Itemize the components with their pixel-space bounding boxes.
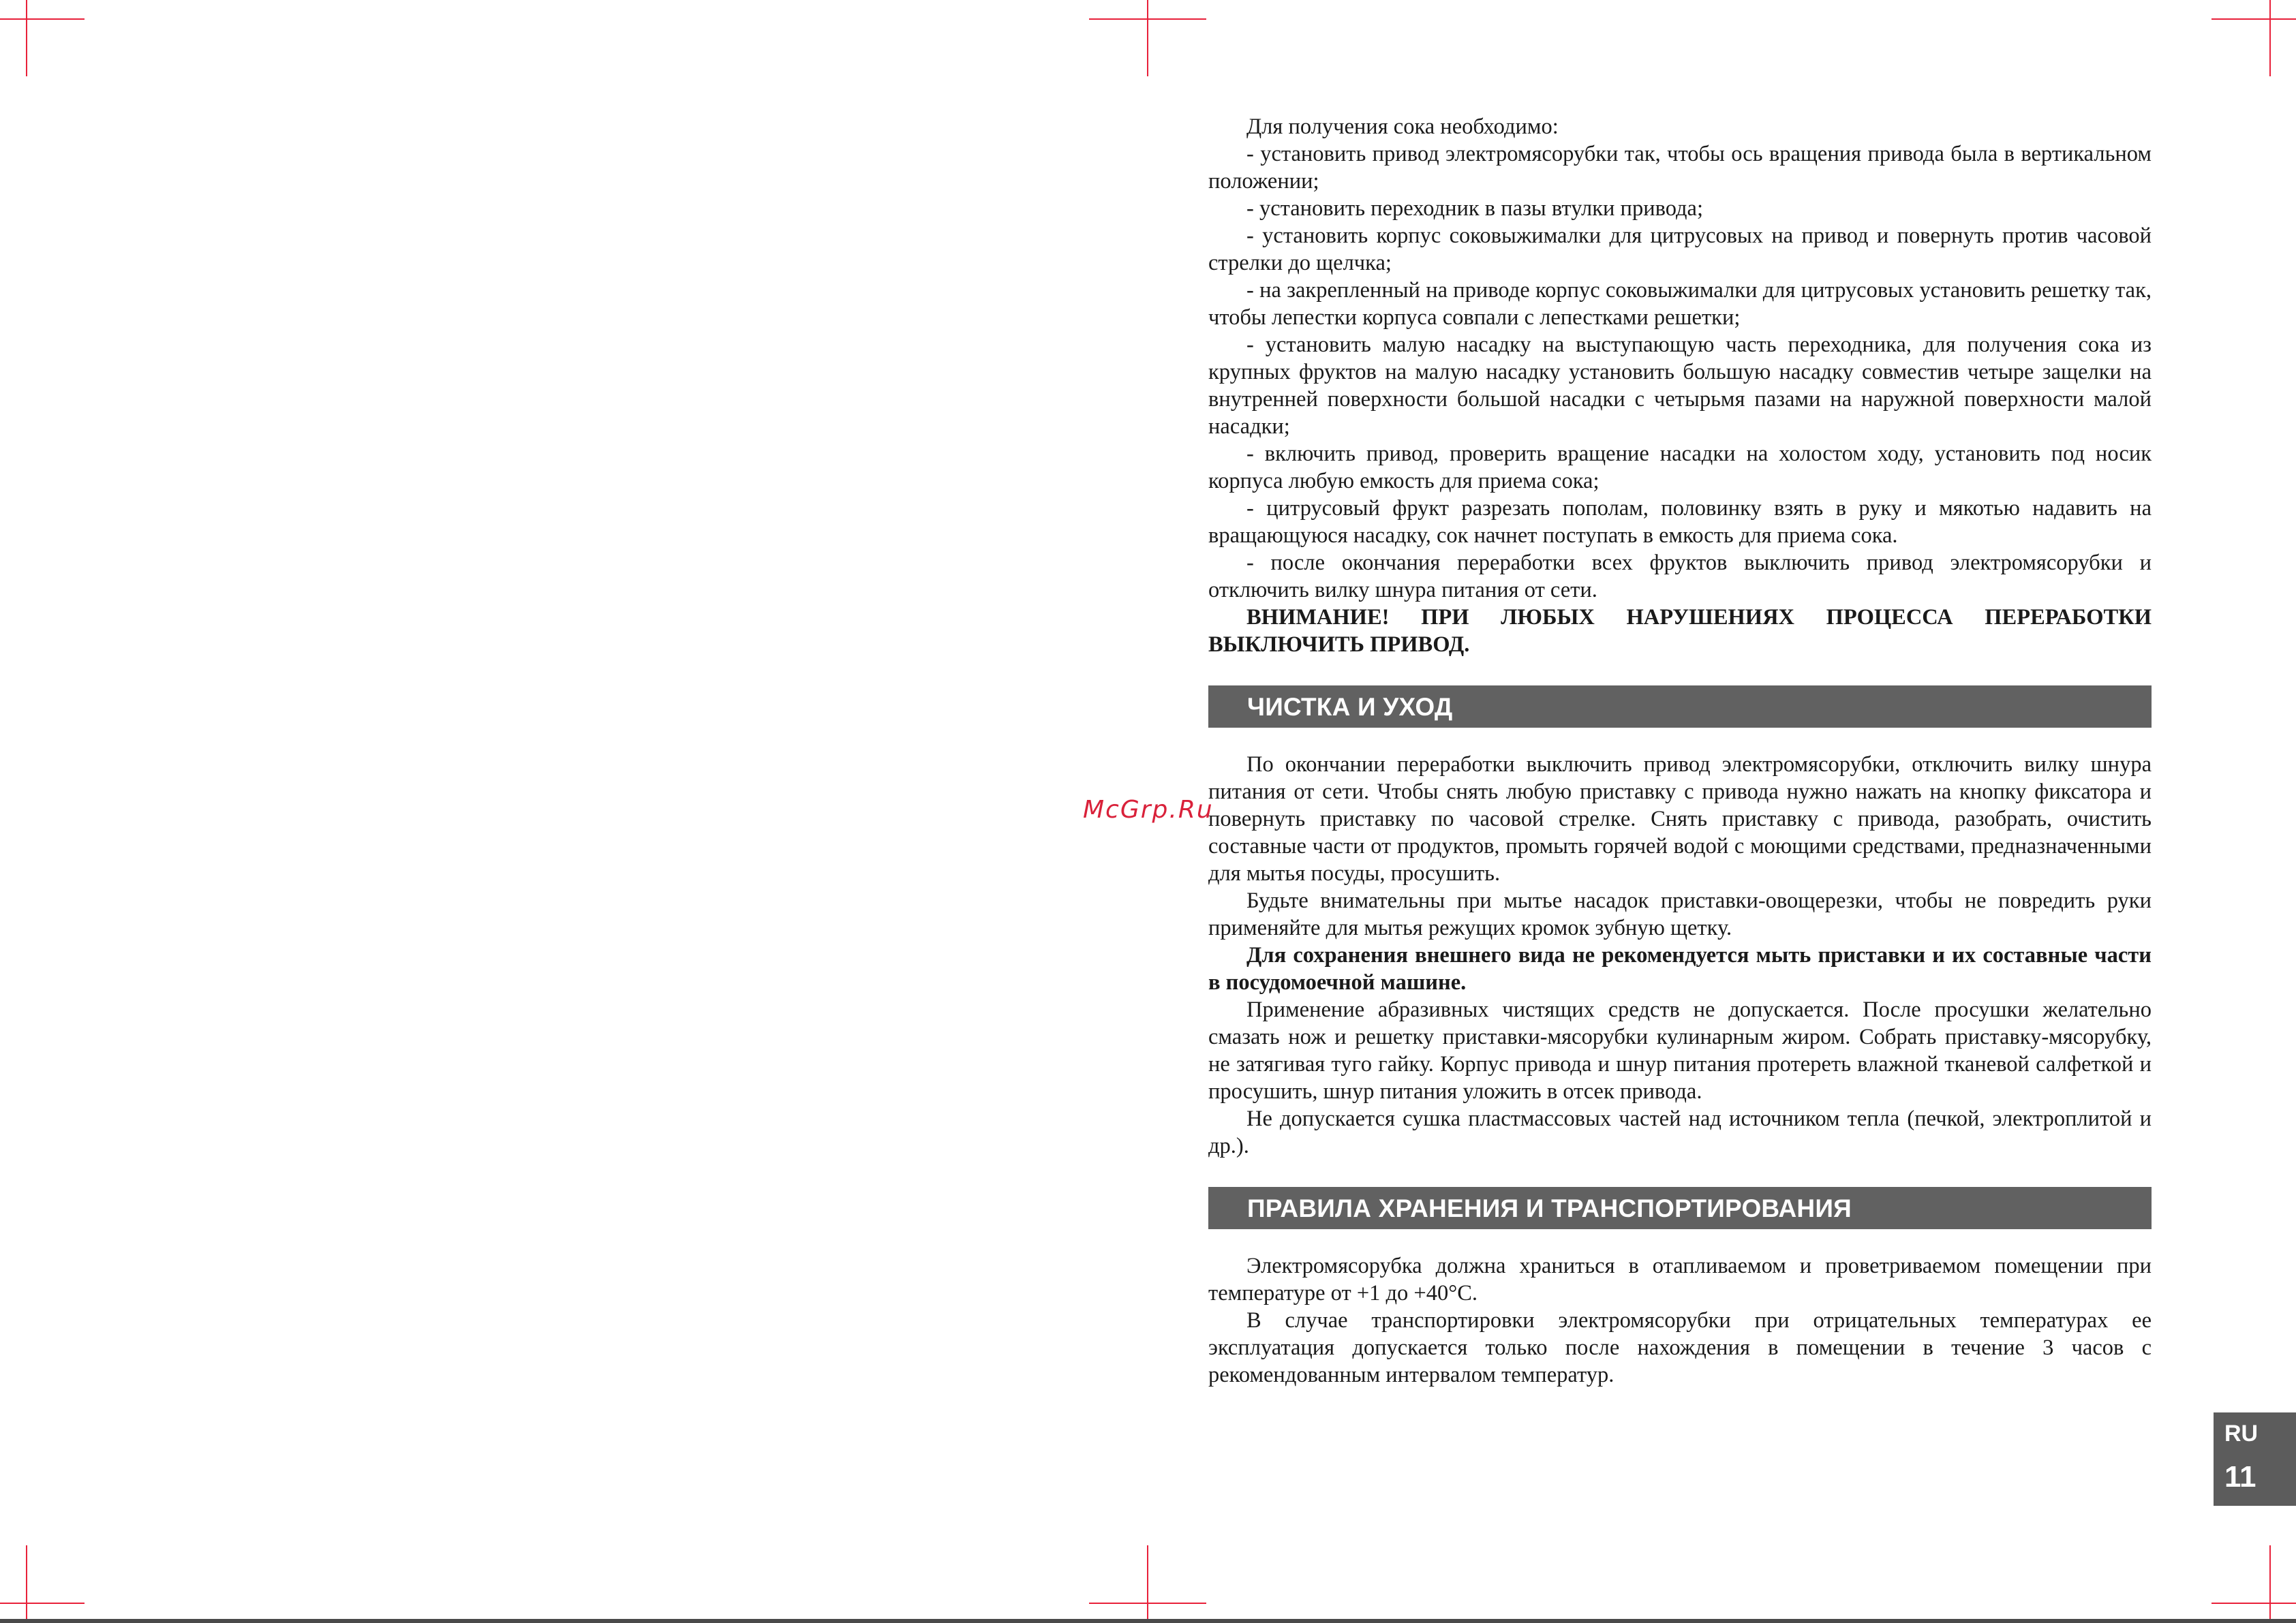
paragraph: Будьте внимательны при мытье насадок приставки-овощерезки, чтобы не повредить руки применяйте для мытья режущих кромок зубную щетку. (1208, 888, 2152, 940)
paragraph: - после окончания переработки всех фруктов выключить привод электромясорубки и отключить вилку шнура питания от сети. (1208, 551, 2152, 602)
cleaning-section (1208, 751, 2152, 1160)
paragraph: По окончании переработки выключить привод электромясорубки, отключить вилку шнура питания от сети. Чтобы снять любую приставку с привода нужно нажать на кнопку фиксатора и повернуть приставку по часовой стрелке. Снять приставку с привода, разобрать, очистить составные части от продуктов, промыть горячей водой с моющими средствами, предназначенными для мытья посуды, просушить. (1208, 752, 2152, 886)
paragraph: - установить привод электромясорубки так, чтобы ось вращения привода была в вертикальном положении; (1208, 142, 2152, 194)
language-label: RU (2224, 1421, 2259, 1447)
crop-mark (2269, 1545, 2271, 1619)
paragraph: - цитрусовый фрукт разрезать пополам, половинку взять в руку и мякотью надавить на вращающуюся насадку, сок начнет поступать в емкость для приема сока. (1208, 496, 2152, 548)
crop-mark (2269, 0, 2271, 76)
section-heading-storage: ПРАВИЛА ХРАНЕНИЯ И ТРАНСПОРТИРОВАНИЯ (1208, 1187, 2152, 1229)
warning-text: ВНИМАНИЕ! ПРИ ЛЮБЫХ НАРУШЕНИЯХ ПРОЦЕССА ПЕРЕРАБОТКИ ВЫКЛЮЧИТЬ ПРИВОД. (1208, 605, 2152, 657)
page-number: 11 (2224, 1460, 2256, 1494)
paragraph: - установить корпус соковыжималки для цитрусовых на привод и повернуть против часовой стрелки до щелчка; (1208, 223, 2152, 275)
paragraph: - установить малую насадку на выступающую часть переходника, для получения сока из крупных фруктов на малую насадку установить большую насадку совместив четыре защелки на внутренней поверхности большой насадки с четырьмя пазами на наружной поверхности малой насадки; (1208, 333, 2152, 439)
paragraph: Электромясорубка должна храниться в отапливаемом и проветриваемом помещении при температуре от +1 до +40°С. (1208, 1254, 2152, 1305)
watermark: McGrp.Ru (1083, 796, 1214, 824)
juice-instructions (1208, 113, 2152, 658)
paragraph: - установить переходник в пазы втулки привода; (1246, 196, 1704, 221)
crop-mark (0, 1603, 85, 1604)
crop-mark (26, 1545, 27, 1619)
paragraph: Для получения сока необходимо: (1246, 114, 1559, 139)
crop-mark (26, 0, 27, 76)
paragraph: В случае транспортировки электромясорубки при отрицательных температурах ее эксплуатация допускается только после нахождения в помещении в течение 3 часов с рекомендованным интервалом температур. (1208, 1308, 2152, 1387)
crop-mark (0, 18, 85, 20)
paragraph: Не допускается сушка пластмассовых частей над источником тепла (печкой, электроплитой и др.). (1208, 1107, 2152, 1158)
page-number-tab (2214, 1412, 2296, 1506)
paragraph-bold: Для сохранения внешнего вида не рекомендуется мыть приставки и их составные части в посудомоечной машине. (1208, 943, 2152, 995)
paragraph: Применение абразивных чистящих средств не допускается. После просушки желательно смазать нож и решетку приставки-мясорубки кулинарным жиром. Собрать приставку-мясорубку, не затягивая тугo гайку. Корпус привода и шнур питания протереть влажной тканевой салфеткой и просушить, шнур питания уложить в отсек привода. (1208, 998, 2152, 1104)
bottom-rule (0, 1619, 2296, 1623)
crop-mark (2211, 18, 2296, 20)
paragraph: - включить привод, проверить вращение насадки на холостом ходу, установить под носик корпуса любую емкость для приема сока; (1208, 442, 2152, 493)
section-heading-cleaning: ЧИСТКА И УХОД (1208, 685, 2152, 728)
page-content (1208, 113, 2152, 1389)
crop-mark (2211, 1603, 2296, 1604)
crop-mark (1147, 1545, 1148, 1619)
paragraph: - на закрепленный на приводе корпус соковыжималки для цитрусовых установить решетку так, чтобы лепестки корпуса совпали с лепестками решетки; (1208, 278, 2152, 330)
storage-section (1208, 1252, 2152, 1389)
crop-mark (1147, 0, 1148, 76)
